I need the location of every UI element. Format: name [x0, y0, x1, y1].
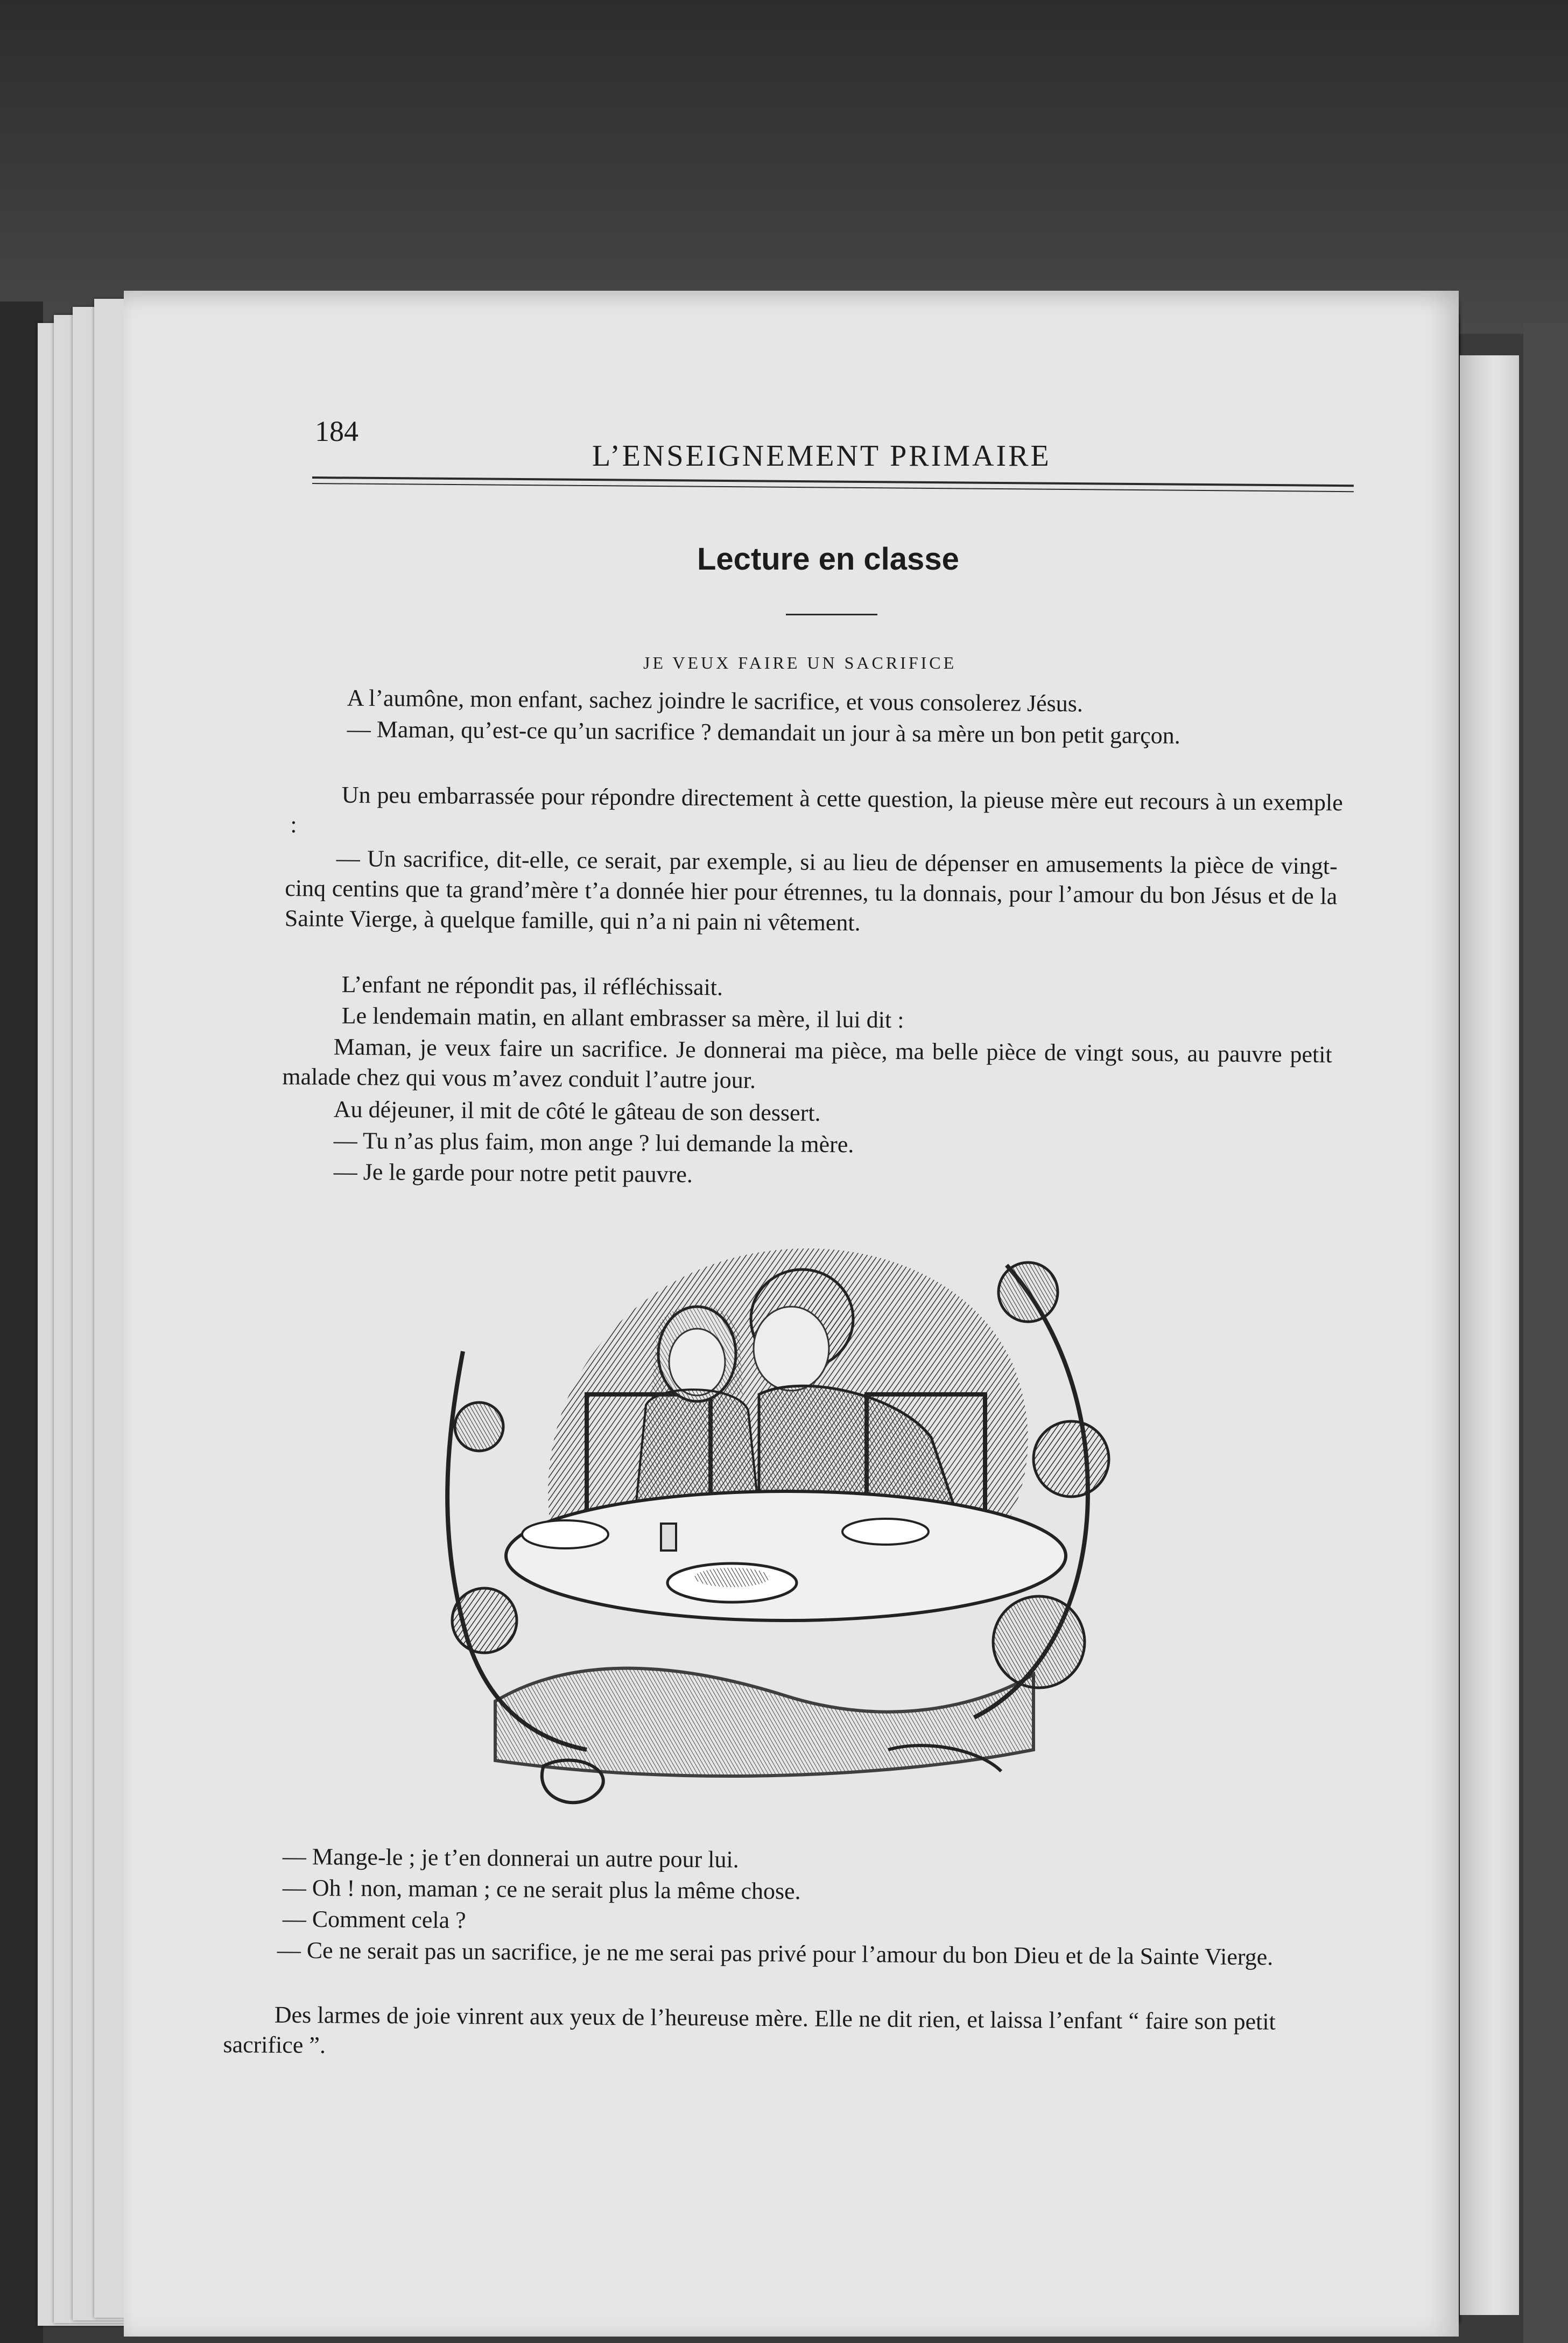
dark-background-right: [1523, 323, 1568, 2343]
paragraph-12: — Oh ! non, maman ; ce ne serait plus la même chose.: [282, 1874, 801, 1905]
dark-background-top: [0, 0, 1568, 334]
paragraph-4: — Un sacrifice, dit-elle, ce serait, par exemple, si au lieu de dépenser en amusements la pièce de vingt-cinq centins que ta grand’mère t’a donnée hier pour étrennes, tu la donnais, pour l’amour du bon Jésus et de la Sainte Vierge, à quelque famille, qui n’a ni pain ni vêtement.: [284, 845, 1338, 936]
paragraph-1: A l’aumône, mon enfant, sachez joindre le sacrifice, et vous consolerez Jésus.: [347, 684, 1084, 717]
paragraph-5: L’enfant ne répondit pas, il réfléchissait.: [341, 971, 723, 1001]
running-head: L’ENSEIGNEMENT PRIMAIRE: [592, 439, 1051, 473]
dark-background-left: [0, 301, 43, 2343]
paragraph-7: Maman, je veux faire un sacrifice. Je donnerai ma pièce, ma belle pièce de vingt sous, au pauvre petit malade chez qui vous m’avez conduit l’autre jour.: [282, 1033, 1332, 1093]
engraving-illustration: [414, 1233, 1152, 1830]
paragraph-11: — Mange-le ; je t’en donnerai un autre pour lui.: [282, 1843, 739, 1873]
facing-page-edge: [1460, 355, 1519, 2315]
title-divider: [786, 614, 877, 615]
paragraph-9: — Tu n’as plus faim, mon ange ? lui demande la mère.: [333, 1127, 854, 1158]
paragraph-8: Au déjeuner, il mit de côté le gâteau de son dessert.: [333, 1096, 821, 1126]
section-heading: JE VEUX FAIRE UN SACRIFICE: [643, 653, 957, 672]
paragraph-2: — Maman, qu’est-ce qu’un sacrifice ? demandait un jour à sa mère un bon petit garçon.: [347, 715, 1180, 749]
paragraph-10: — Je le garde pour notre petit pauvre.: [333, 1158, 693, 1188]
paragraph-14: — Ce ne serait pas un sacrifice, je ne me serai pas privé pour l’amour du bon Dieu et de la Sainte Vierge.: [277, 1937, 1274, 1970]
paragraph-13: — Comment cela ?: [282, 1905, 466, 1934]
page-number: 184: [315, 415, 358, 447]
paragraph-6: Le lendemain matin, en allant embrasser sa mère, il lui dit :: [341, 1002, 904, 1033]
paragraph-3: Un peu embarrassée pour répondre directement à cette question, la pieuse mère eut recours à un exemple :: [290, 781, 1343, 838]
paragraph-15: Des larmes de joie vinrent aux yeux de l’heureuse mère. Elle ne dit rien, et laissa l’enfant “ faire son petit sacrifice ”.: [223, 2001, 1276, 2059]
article-title: Lecture en classe: [697, 542, 959, 577]
